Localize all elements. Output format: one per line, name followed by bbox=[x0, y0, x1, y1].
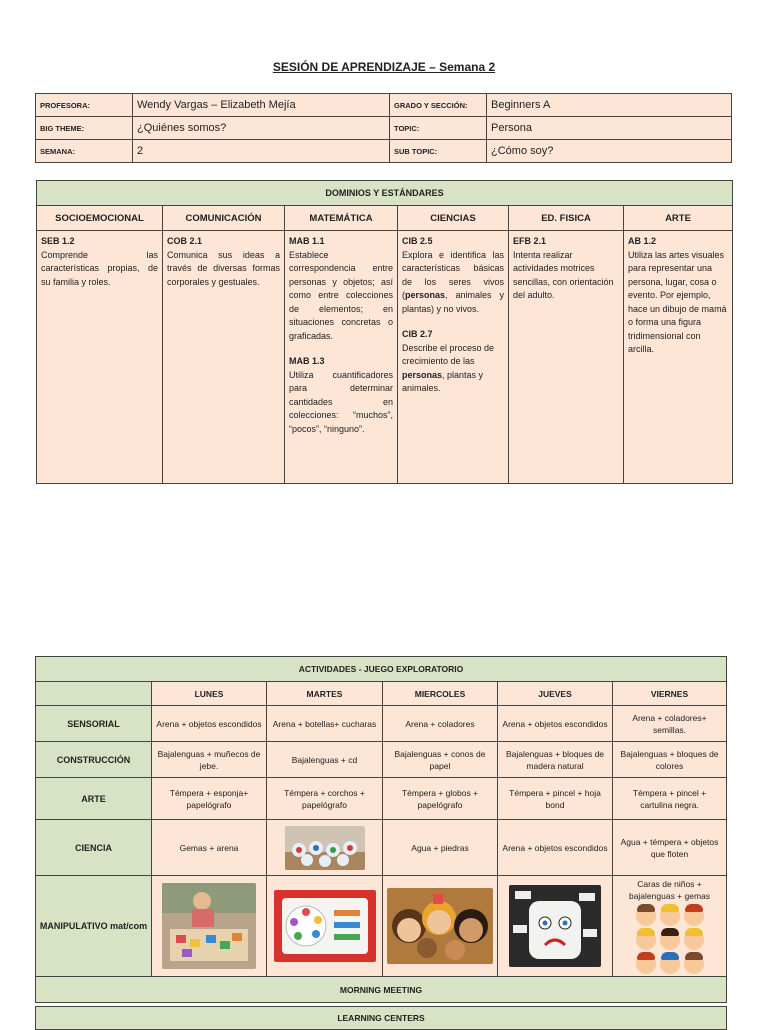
mab3-code: MAB 1.3 bbox=[289, 356, 325, 366]
manipulativo-jueves-photo bbox=[498, 876, 613, 977]
actividades-header: ACTIVIDADES - JUEGO EXPLORATORIO bbox=[36, 657, 727, 682]
subtopic-value: ¿Cómo soy? bbox=[487, 140, 732, 163]
row-label-arte: ARTE bbox=[36, 778, 152, 820]
sensorial-viernes: Arena + coladores+ semillas. bbox=[613, 706, 727, 742]
col-arte: ARTE bbox=[624, 206, 733, 231]
ciencia-miercoles: Agua + piedras bbox=[383, 820, 498, 876]
day-lunes: LUNES bbox=[152, 682, 267, 706]
manipulativo-viernes-text: Caras de niños + bajalenguas + gemas bbox=[628, 879, 711, 901]
col-ed-fisica: ED. FISICA bbox=[509, 206, 624, 231]
manipulativo-martes-photo bbox=[267, 876, 383, 977]
mab3-text: Utiliza cuantificadores para determinar cantidades en colecciones: “muchos”, “pocos”, “ninguno”. bbox=[289, 369, 393, 434]
semana-value: 2 bbox=[133, 140, 390, 163]
cob-text: Comunica sus ideas a través de diversas formas corporales y gestuales. bbox=[167, 249, 280, 287]
actividades-table bbox=[35, 656, 727, 1003]
construccion-martes: Bajalenguas + cd bbox=[267, 742, 383, 778]
col-ciencias: CIENCIAS bbox=[398, 206, 509, 231]
cell-arte bbox=[624, 231, 733, 484]
construccion-lunes: Bajalenguas + muñecos de jebe. bbox=[152, 742, 267, 778]
bigtheme-value: ¿Quiénes somos? bbox=[133, 117, 390, 140]
cell-socioemocional bbox=[37, 231, 163, 484]
construccion-miercoles: Bajalenguas + conos de papel bbox=[383, 742, 498, 778]
arte-lunes: Témpera + esponja+ papelógrafo bbox=[152, 778, 267, 820]
subtopic-label: SUB TOPIC: bbox=[390, 140, 487, 163]
bigtheme-label: BIG THEME: bbox=[36, 117, 133, 140]
classroom-photo bbox=[162, 883, 256, 969]
ciencia-viernes: Agua + témpera + objetos que floten bbox=[613, 820, 727, 876]
row-label-manipulativo: MANIPULATIVO mat/com bbox=[36, 876, 152, 977]
ab-code: AB 1.2 bbox=[628, 236, 657, 246]
efb-text: Intenta realizar actividades motrices sencillas, con orientación del adulto. bbox=[513, 249, 614, 300]
cell-ciencias bbox=[398, 231, 509, 484]
row-label-ciencia: CIENCIA bbox=[36, 820, 152, 876]
seb-code: SEB 1.2 bbox=[41, 236, 75, 246]
mab1-text: Establece correspondencia entre personas y objetos; así como entre colecciones de elementos; en situaciones concretas o graficadas. bbox=[289, 249, 393, 341]
row-label-sensorial: SENSORIAL bbox=[36, 706, 152, 742]
topic-value: Persona bbox=[487, 117, 732, 140]
cib5-text: Explora e identifica las características básicas de los seres vivos (personas, animales y plantas) y no vivos. bbox=[402, 249, 504, 314]
construccion-jueves: Bajalenguas + bloques de madera natural bbox=[498, 742, 613, 778]
cib7-code: CIB 2.7 bbox=[402, 329, 433, 339]
arte-jueves: Témpera + pincel + hoja bond bbox=[498, 778, 613, 820]
dominios-table bbox=[36, 180, 733, 484]
dominios-header: DOMINIOS Y ESTÁNDARES bbox=[37, 181, 733, 206]
semana-label: SEMANA: bbox=[36, 140, 133, 163]
learning-centers-header: LEARNING CENTERS bbox=[36, 1007, 727, 1030]
sensorial-lunes: Arena + objetos escondidos bbox=[152, 706, 267, 742]
col-comunicacion: COMUNICACIÓN bbox=[163, 206, 285, 231]
sensorial-jueves: Arena + objetos escondidos bbox=[498, 706, 613, 742]
grado-label: GRADO Y SECCIÓN: bbox=[390, 94, 487, 117]
day-jueves: JUEVES bbox=[498, 682, 613, 706]
arte-miercoles: Témpera + globos + papelógrafo bbox=[383, 778, 498, 820]
corner-cell bbox=[36, 682, 152, 706]
morning-meeting-header: MORNING MEETING bbox=[36, 977, 727, 1003]
cib5-code: CIB 2.5 bbox=[402, 236, 433, 246]
cob-code: COB 2.1 bbox=[167, 236, 203, 246]
cell-ed-fisica bbox=[509, 231, 624, 484]
efb-code: EFB 2.1 bbox=[513, 236, 547, 246]
ab-text: Utiliza las artes visuales para representar una persona, lugar, cosa o evento. Por ejemplo, hace un dibujo de mamá o forma una figura tridimensional con arcilla. bbox=[628, 249, 727, 354]
learning-centers-table bbox=[35, 1006, 727, 1030]
faces-craft-photo bbox=[387, 888, 493, 964]
containers-photo bbox=[285, 826, 365, 870]
ciencia-lunes: Gemas + arena bbox=[152, 820, 267, 876]
ciencia-martes-photo bbox=[267, 820, 383, 876]
tray-photo bbox=[274, 890, 376, 962]
day-miercoles: MIERCOLES bbox=[383, 682, 498, 706]
emotion-face-photo bbox=[509, 885, 601, 967]
manipulativo-lunes-photo bbox=[152, 876, 267, 977]
seb-text: Comprende las características propias, de su familia y roles. bbox=[41, 249, 158, 287]
kid-faces-illustration bbox=[616, 906, 723, 974]
day-viernes: VIERNES bbox=[613, 682, 727, 706]
grado-value: Beginners A bbox=[487, 94, 732, 117]
construccion-viernes: Bajalenguas + bloques de colores bbox=[613, 742, 727, 778]
col-matematica: MATEMÁTICA bbox=[285, 206, 398, 231]
info-table bbox=[35, 93, 732, 163]
manipulativo-viernes bbox=[613, 876, 727, 977]
mab1-code: MAB 1.1 bbox=[289, 236, 325, 246]
topic-label: TOPIC: bbox=[390, 117, 487, 140]
arte-viernes: Témpera + pincel + cartulina negra. bbox=[613, 778, 727, 820]
cell-matematica bbox=[285, 231, 398, 484]
profesora-value: Wendy Vargas – Elizabeth Mejía bbox=[133, 94, 390, 117]
col-socioemocional: SOCIOEMOCIONAL bbox=[37, 206, 163, 231]
sensorial-martes: Arena + botellas+ cucharas bbox=[267, 706, 383, 742]
page-title: SESIÓN DE APRENDIZAJE – Semana 2 bbox=[272, 60, 496, 74]
manipulativo-miercoles-photo bbox=[383, 876, 498, 977]
profesora-label: PROFESORA: bbox=[36, 94, 133, 117]
cib7-text: Describe el proceso de crecimiento de las personas, plantas y animales. bbox=[402, 342, 495, 393]
cell-comunicacion bbox=[163, 231, 285, 484]
arte-martes: Témpera + corchos + papelógrafo bbox=[267, 778, 383, 820]
row-label-construccion: CONSTRUCCIÓN bbox=[36, 742, 152, 778]
ciencia-jueves: Arena + objetos escondidos bbox=[498, 820, 613, 876]
sensorial-miercoles: Arena + coladores bbox=[383, 706, 498, 742]
day-martes: MARTES bbox=[267, 682, 383, 706]
